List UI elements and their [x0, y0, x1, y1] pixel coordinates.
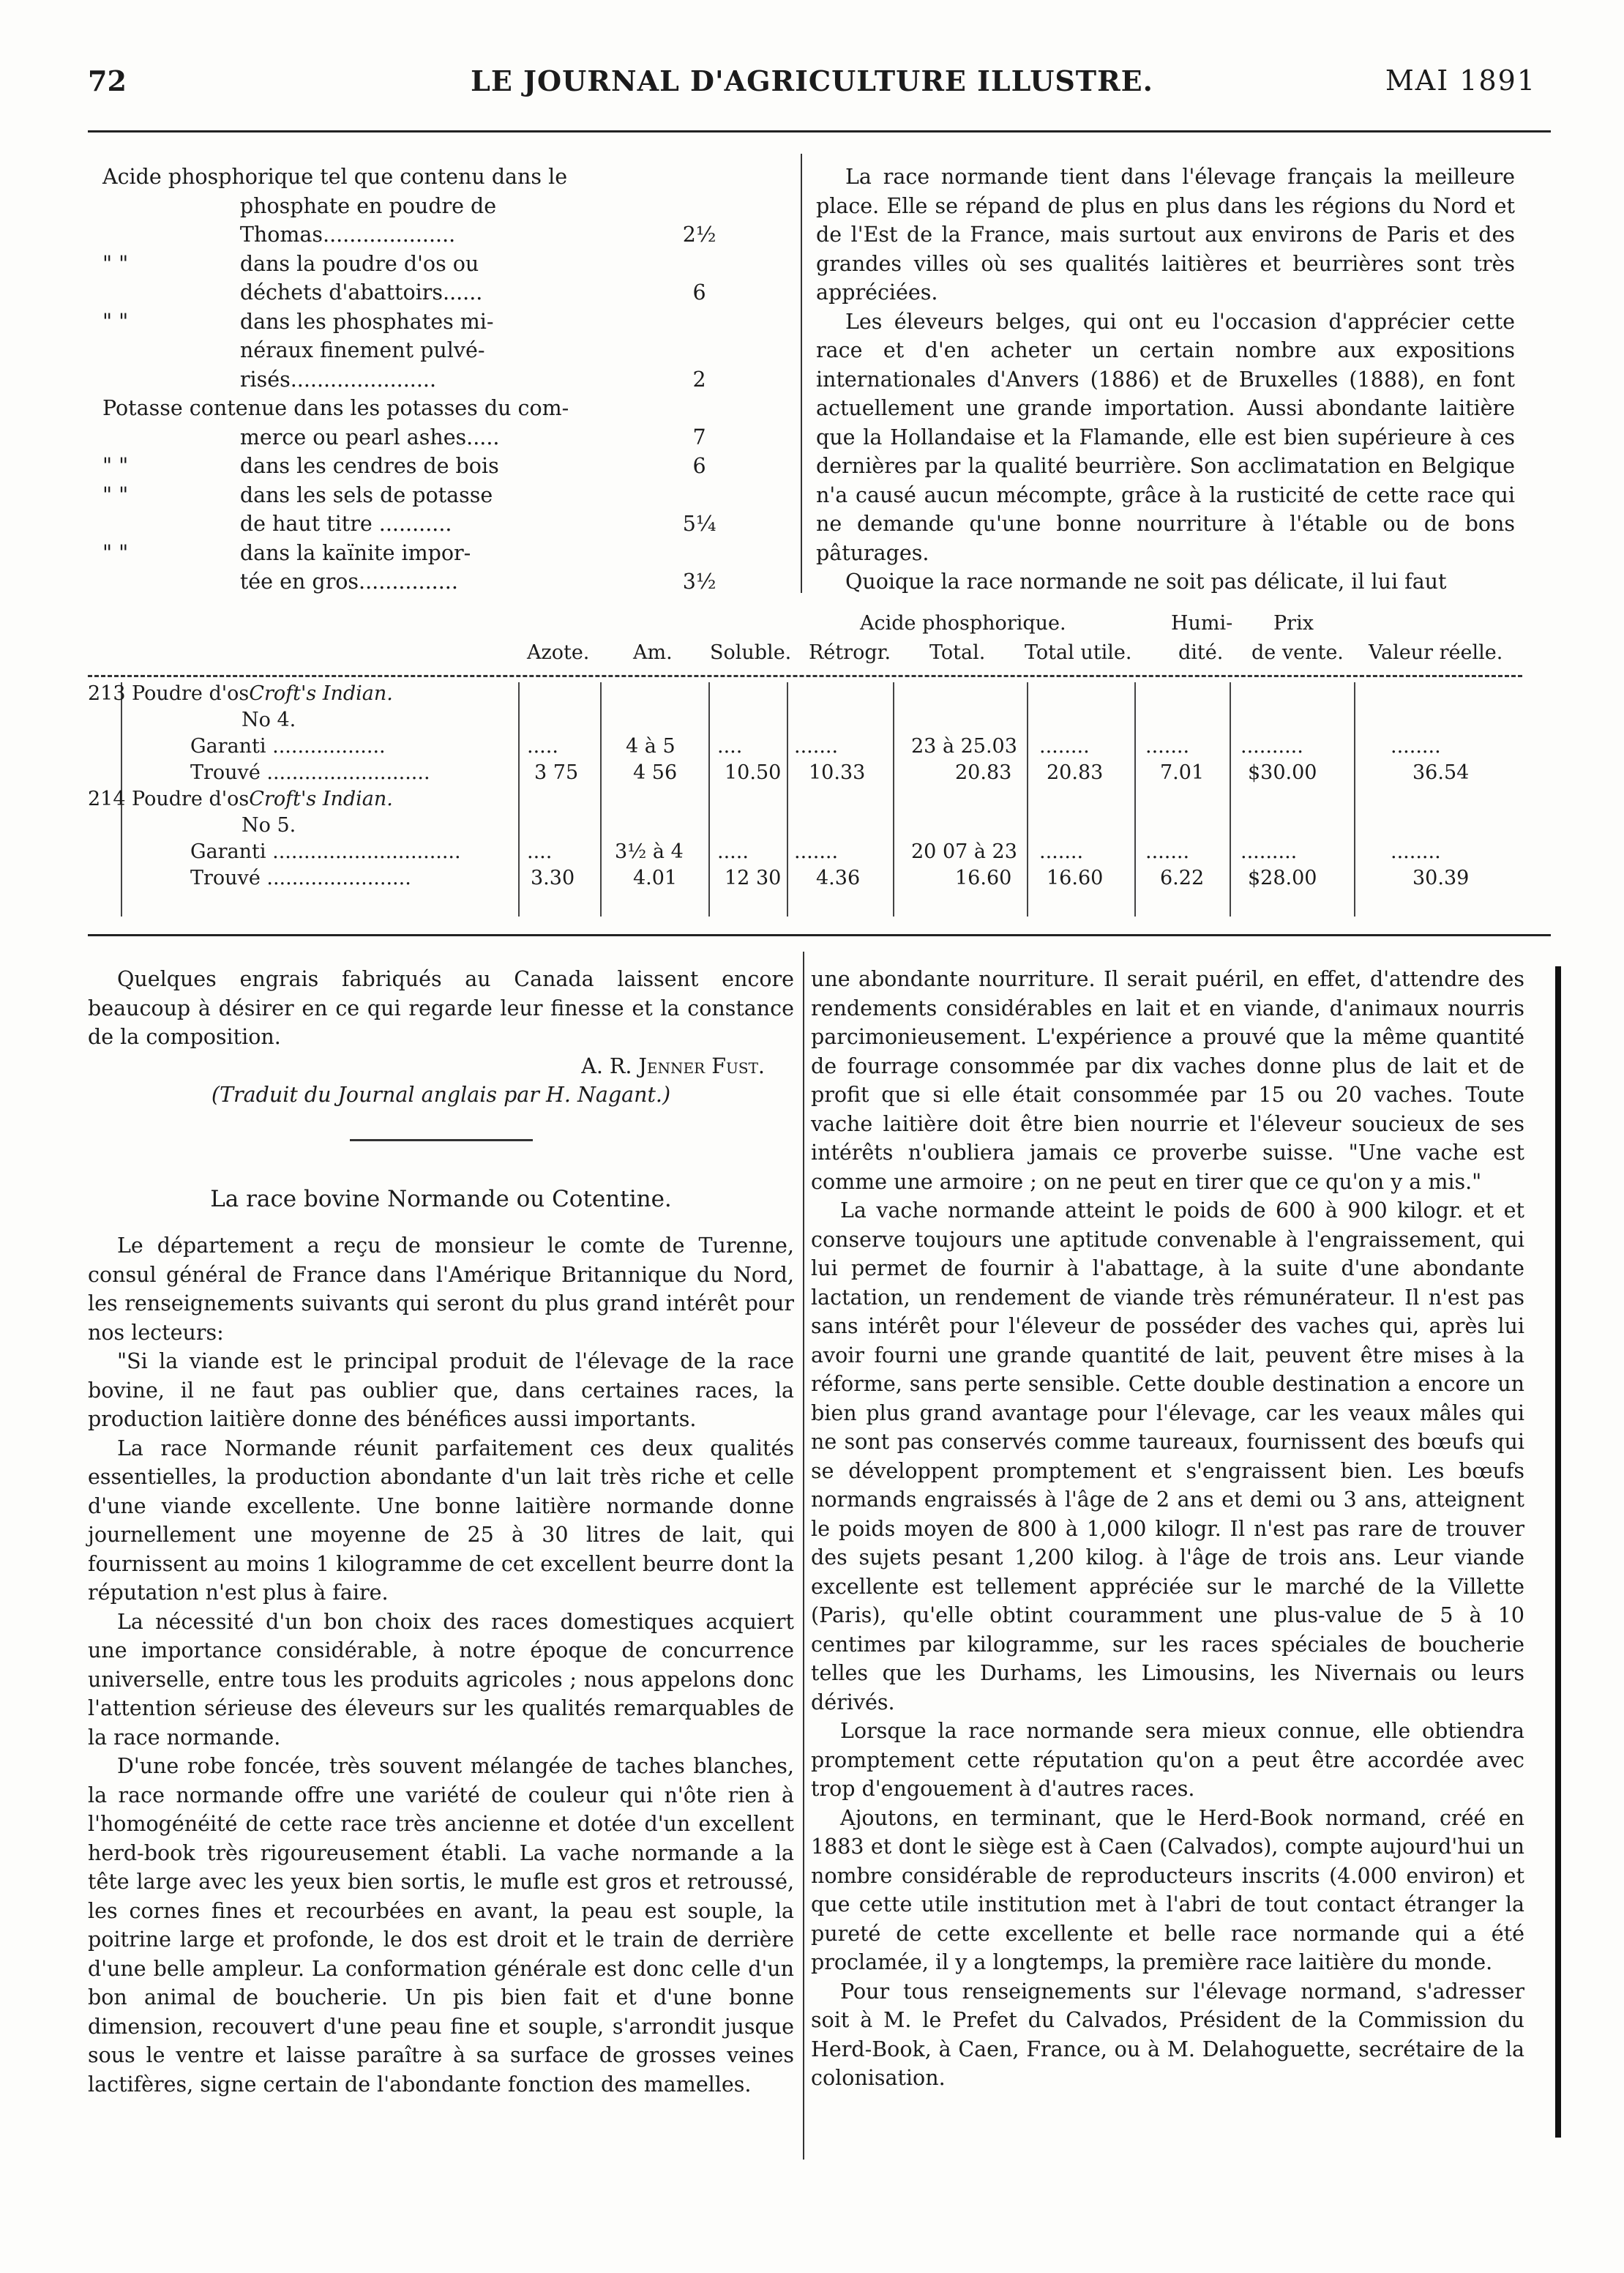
list-item: tée en gros............... 3½ — [239, 570, 716, 594]
author-signature: A. R. Jenner Fust. — [581, 1053, 765, 1078]
table-header — [88, 641, 1522, 671]
table-row: No 4. — [242, 709, 296, 731]
table-header-rule — [88, 675, 1522, 677]
paragraph: D'une robe foncée, très souvent mélangée de taches blanches, la race normande offre une variété de couleur qui n'ôte rien à l'homogénéité de cette race très ancienne et dotée d'un excellent herd-book très rigoureusement établi. La vache normande a la tête large avec les yeux bien sortis, le mufle est gros et retroussé, les cornes fines et recourbées en avant, la peau est souple, la poitrine large et profonde, le dos est droit et le train de derrière d'une belle ampleur. La conformation générale est donc celle d'un bon animal de boucherie. Un pis bien fait et d'une bonne dimension, recouvert d'une peau fine et souple, s'arrondit jusque sous le ventre et laisse paraître à sa surface de grosses veines lactifères, signe certain de l'abondante fonction des mamelles. — [88, 1754, 794, 2097]
header-prix-vente: de vente. — [1251, 641, 1344, 664]
fertilizer-analysis-table — [88, 612, 1522, 889]
list-item: Acide phosphorique tel que contenu dans le — [102, 165, 568, 189]
column-divider — [803, 952, 804, 2160]
header-am: Am. — [633, 641, 673, 664]
paragraph: La race normande tient dans l'élevage français la meilleure place. Elle se répand de plus en plus dans les régions du Nord et de l'Est de la France, mais surtout aux environs de Paris et des grandes villes où ses qualités laitières et beurrières sont très appréciées. — [816, 165, 1515, 305]
translation-credit: (Traduit du Journal anglais par H. Nagant.) — [211, 1083, 671, 1107]
table-row: 213 Poudre d'os Croft's Indian. — [88, 682, 393, 705]
header-humidite: dité. — [1178, 641, 1224, 664]
list-item: phosphate en poudre de — [239, 193, 497, 218]
list-item: néraux finement pulvé- — [239, 338, 485, 362]
list-item: Thomas.................... 2½ — [239, 223, 716, 247]
header-total: Total. — [929, 641, 986, 664]
paragraph: Pour tous renseignements sur l'élevage normand, s'adresser soit à M. le Prefet du Calvados, Président de la Commission du Herd-Book, à Caen, France, ou à M. Delahoguette, secrétaire de la colonisation. — [811, 1979, 1524, 2090]
header-rule — [88, 130, 1551, 133]
table-row: Garanti .................. ..... 4 à 5 .... ....... 23 à 25.03 ........ ....... .......... ........ — [190, 735, 1441, 758]
table-row: 214 Poudre d'os Croft's Indian. — [88, 788, 393, 810]
table-row: Trouvé .......................... 3 75 4 56 10.50 10.33 20.83 20.83 7.01 $30.00 36.54 — [190, 761, 1470, 784]
list-item: merce ou pearl ashes..... 7 — [239, 425, 706, 449]
paragraph: Lorsque la race normande sera mieux connue, elle obtiendra promptement cette réputation qu'on a peut être accordée avec trop d'engouement à d'autres races. — [811, 1719, 1524, 1801]
paragraph: Les éleveurs belges, qui ont eu l'occasion d'apprécier cette race et d'en acheter un certain nombre aux expositions internationales d'Anvers (1886) et de Bruxelles (1888), en font actuellement une grande importation. Aussi abondante laitière que la Hollandaise et la Flamande, elle est bien supérieure à ces dernières par la qualité beurrière. Son acclimatation en Belgique n'a causé aucun mécompte, grâce à la rusticité de cette race qui ne demande qu'une bonne nourriture à l'étable ou de bons pâturages. — [816, 309, 1515, 565]
list-item: " " dans les cendres de bois 6 — [102, 454, 706, 478]
article-race-normande-intro — [816, 163, 1515, 597]
paragraph: La nécessité d'un bon choix des races domestiques acquiert une importance considérable, à notre époque de concurrence universelle, entre tous les produits agricoles ; nous appelons donc l'attention sérieuse des éleveurs sur les qualités remarquables de la race normande. — [88, 1609, 794, 1750]
table-bottom-rule — [88, 934, 1551, 936]
header-valeur-reelle: Valeur réelle. — [1369, 641, 1503, 664]
table-body — [88, 682, 1522, 924]
header-soluble: Soluble. — [710, 641, 792, 664]
list-item: " " dans la kaïnite impor- — [102, 540, 471, 565]
header-prix-top: Prix — [1273, 612, 1314, 635]
paragraph: Quoique la race normande ne soit pas délicate, il lui faut — [845, 570, 1447, 594]
column-divider — [801, 154, 802, 593]
table-row: No 5. — [242, 814, 296, 837]
phosphate-list — [102, 163, 739, 597]
paragraph: Ajoutons, en terminant, que le Herd-Book normand, créé en 1883 et dont le siège est à Caen (Calvados), compte aujourd'hui un nombre considérable de reproducteurs inscrits (4.000 environ) et que cette utile institution met à l'abri de tout contact étranger la pureté de cette excellente et belle race normande qui a été proclamée, il y a longtemps, la première race laitière du monde. — [811, 1805, 1524, 1974]
list-item: risés...................... 2 — [239, 367, 706, 392]
paragraph: une abondante nourriture. Il serait puéril, en effet, d'attendre des rendements considérables en lait et en viande, d'animaux nourris parcimonieusement. L'expérience a prouvé que la même quantité de fourrage consommée par dix vaches donne plus de lait et de profit que si elle était consommée par 15 ou 20 vaches. Toute vache laitière doit être bien nourrie et l'éleveur soucieux de ses intérêts n'oubliera jamais ce proverbe suisse. "Une vache est comme une armoire ; on ne peut en tirer que ce qu'on y a mis." — [811, 967, 1524, 1194]
page-edge-bar — [1555, 966, 1561, 2138]
journal-title: LE JOURNAL D'AGRICULTURE ILLUSTRE. — [471, 64, 1153, 97]
list-item: " " dans les phosphates mi- — [102, 309, 494, 334]
header-acide-phosphorique: Acide phosphorique. — [860, 612, 1066, 635]
page-header — [88, 64, 1536, 108]
article-left-column — [88, 965, 794, 2099]
paragraph: La race Normande réunit parfaitement ces deux qualités essentielles, la production abondante d'un lait très riche et celle d'une viande excellente. Une bonne laitière normande donne journellement une moyenne de 25 à 30 litres de lait, qui fournissent au moins 1 kilogramme de cet excellent beurre dont la réputation n'est plus à faire. — [88, 1436, 794, 1605]
paragraph: Quelques engrais fabriqués au Canada laissent encore beaucoup à désirer en ce qui regarde leur finesse et la constance de la composition. — [88, 967, 794, 1049]
section-title: La race bovine Normande ou Cotentine. — [210, 1185, 672, 1212]
section-separator — [350, 1139, 533, 1141]
table-header-top — [88, 612, 1522, 641]
list-item: Potasse contenue dans les potasses du com- — [102, 396, 569, 420]
issue-date: MAI 1891 — [1385, 64, 1536, 97]
paragraph: Le département a reçu de monsieur le comte de Turenne, consul général de France dans l'Amérique Britannique du Nord, les renseignements suivants qui seront du plus grand intérêt pour nos lecteurs: — [88, 1233, 794, 1345]
list-item: de haut titre ........... 5¼ — [239, 512, 716, 536]
list-item: déchets d'abattoirs...... 6 — [239, 280, 706, 305]
page-number: 72 — [88, 64, 127, 97]
paragraph: "Si la viande est le principal produit de l'élevage de la race bovine, il ne faut pas oublier que, dans certaines races, la production laitière donne des bénéfices aussi importants. — [88, 1349, 794, 1431]
article-right-column — [811, 965, 1524, 2093]
header-retrogr: Rétrogr. — [809, 641, 891, 664]
table-row: Trouvé ....................... 3.30 4.01 12 30 4.36 16.60 16.60 6.22 $28.00 30.39 — [190, 867, 1470, 889]
table-row: Garanti .............................. .... 3½ à 4 ..... ....... 20 07 à 23 ....... ....... ......... ........ — [190, 840, 1441, 863]
header-azote: Azote. — [527, 641, 590, 664]
list-item: " " dans les sels de potasse — [102, 482, 493, 507]
header-total-utile: Total utile. — [1025, 641, 1132, 664]
list-item: " " dans la poudre d'os ou — [102, 251, 479, 276]
paragraph: La vache normande atteint le poids de 600 à 900 kilogr. et et conserve toujours une aptitude convenable à l'engraissement, qui lui permet de fournir à l'abattage, à la suite d'une abondante lactation, un rendement de viande très rémunérateur. Il n'est pas sans intérêt pour l'éleveur de posséder des vaches qui, après lui avoir fourni une grande quantité de lait, peuvent être mises à la réforme, sans perte sensible. Cette double destination a encore un bien plus grand avantage pour l'élevage, car les veaux mâles qui ne sont pas conservés comme taureaux, fournissent des bœufs qui se développent promptement et s'engraissent bien. Les bœufs normands engraissés à l'âge de 2 ans et demi ou 3 ans, atteignent le poids moyen de 800 à 1,000 kilogr. Il n'est pas rare de trouver des sujets pesant 1,200 kilog. à l'âge de trois ans. Leur viande excellente est tellement appréciée sur le marché de la Villette (Paris), qu'elle obtint couramment une plus-value de 5 à 10 centimes par kilogramme, sur les races spéciales de boucherie telles que les Durhams, les Limousins, les Nivernais ou leurs dérivés. — [811, 1198, 1524, 1714]
header-humidite-top: Humi- — [1171, 612, 1233, 635]
